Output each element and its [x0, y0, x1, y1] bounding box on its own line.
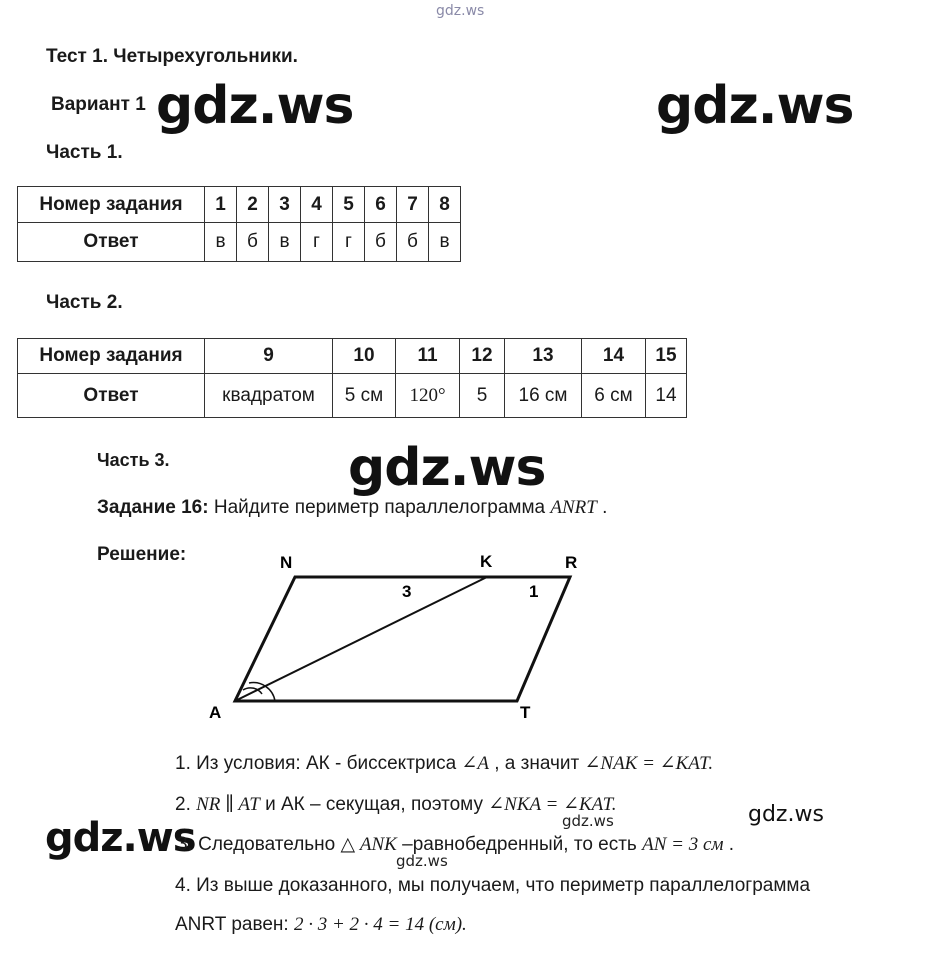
label-segment-nk: 3 [402, 582, 412, 601]
part1-heading: Часть 1. [46, 142, 123, 163]
part1-answer-cell: г [333, 223, 365, 262]
part1-number-cell: 4 [301, 187, 333, 223]
part2-number-cell: 9 [205, 339, 333, 374]
part3-heading: Часть 3. [97, 450, 170, 470]
part1-answer-cell: в [269, 223, 301, 262]
part2-heading: Часть 2. [46, 292, 123, 313]
step-4: 4. Из выше доказанного, мы получаем, что периметр параллелограмма [175, 875, 811, 896]
part1-answer-cell: б [237, 223, 269, 262]
watermark-left: gdz.ws [45, 815, 196, 861]
watermark-inline-1: gdz.ws [562, 812, 614, 830]
watermark-mid: gdz.ws [348, 438, 546, 498]
part1-answer-label: Ответ [18, 223, 205, 262]
step-1-text: 1. Из условия: АК - биссектриса [175, 753, 462, 774]
bisector-ak [235, 577, 487, 701]
watermark-right-small: gdz.ws [748, 802, 824, 827]
watermark-top: gdz.ws [436, 3, 485, 19]
part2-number-label: Номер задания [18, 339, 205, 374]
part1-answer-cell: г [301, 223, 333, 262]
part1-number-cell: 3 [269, 187, 301, 223]
part1-number-label: Номер задания [18, 187, 205, 223]
solution-label: Решение: [97, 544, 187, 565]
label-segment-kr: 1 [529, 582, 539, 601]
task-text: Найдите периметр параллелограмма [213, 497, 546, 518]
label-k: K [480, 552, 493, 571]
part1-answer-cell: б [365, 223, 397, 262]
step-1 [175, 752, 713, 775]
part2-answer-cell: 14 [646, 374, 687, 418]
step-1-formula: ∠NAK = ∠KAT. [584, 753, 714, 774]
step-5-text: ANRT равен: [175, 914, 294, 935]
part1-number-cell: 7 [397, 187, 429, 223]
step-2-text: и АК – секущая, поэтому [259, 794, 489, 815]
variant-label: Вариант 1 [51, 94, 146, 115]
part1-number-cell: 6 [365, 187, 397, 223]
part2-number-cell: 12 [460, 339, 505, 374]
part2-number-cell: 11 [396, 339, 460, 374]
step-2-formula: NR ∥ AT [196, 794, 260, 815]
part2-number-cell: 14 [582, 339, 646, 374]
task-label: Задание 16: [97, 497, 209, 518]
label-n: N [280, 553, 293, 572]
watermark-big-1: gdz.ws [156, 76, 354, 136]
part1-answer-cell: в [205, 223, 237, 262]
task-end: . [602, 497, 608, 518]
step-3-end: . [723, 834, 735, 855]
watermark-big-2: gdz.ws [656, 76, 854, 136]
watermark-inline-2: gdz.ws [396, 852, 448, 870]
label-r: R [565, 553, 578, 572]
step-3-mid: –равнобедренный, то есть [396, 834, 643, 855]
step-2-formula2: ∠NKA = ∠KAT. [488, 794, 617, 815]
part2-answer-label: Ответ [18, 374, 205, 418]
step-1-mid: , а значит [488, 753, 585, 774]
part1-number-cell: 5 [333, 187, 365, 223]
task-figure: ANRT [550, 497, 597, 518]
part2-number-cell: 13 [505, 339, 582, 374]
step-5-formula: 2 · 3 + 2 · 4 = 14 (см). [293, 914, 467, 935]
step-3 [177, 833, 734, 856]
step-3-formula: △ ANK [340, 834, 397, 855]
part2-answer-cell: квадратом [205, 374, 333, 418]
step-5 [175, 914, 467, 936]
part2-answer-cell: 120° [396, 374, 460, 418]
part2-number-cell: 15 [646, 339, 687, 374]
part1-answer-cell: б [397, 223, 429, 262]
part2-answer-cell: 16 см [505, 374, 582, 418]
step-3-formula2: AN = 3 см [642, 834, 724, 855]
part1-number-cell: 2 [237, 187, 269, 223]
part1-answer-cell: в [429, 223, 461, 262]
step-2 [175, 793, 616, 816]
part2-number-cell: 10 [333, 339, 396, 374]
part2-answer-cell: 5 см [333, 374, 396, 418]
step-3-text: 3. Следовательно [177, 834, 341, 855]
step-1-angle: ∠A [461, 753, 489, 774]
part2-answer-cell: 5 [460, 374, 505, 418]
part1-number-cell: 1 [205, 187, 237, 223]
label-a: A [209, 703, 222, 722]
part2-answer-cell: 6 см [582, 374, 646, 418]
step-2-num: 2. [175, 794, 197, 815]
part1-number-cell: 8 [429, 187, 461, 223]
label-t: T [520, 703, 531, 722]
page-title: Тест 1. Четырехугольники. [46, 46, 298, 67]
